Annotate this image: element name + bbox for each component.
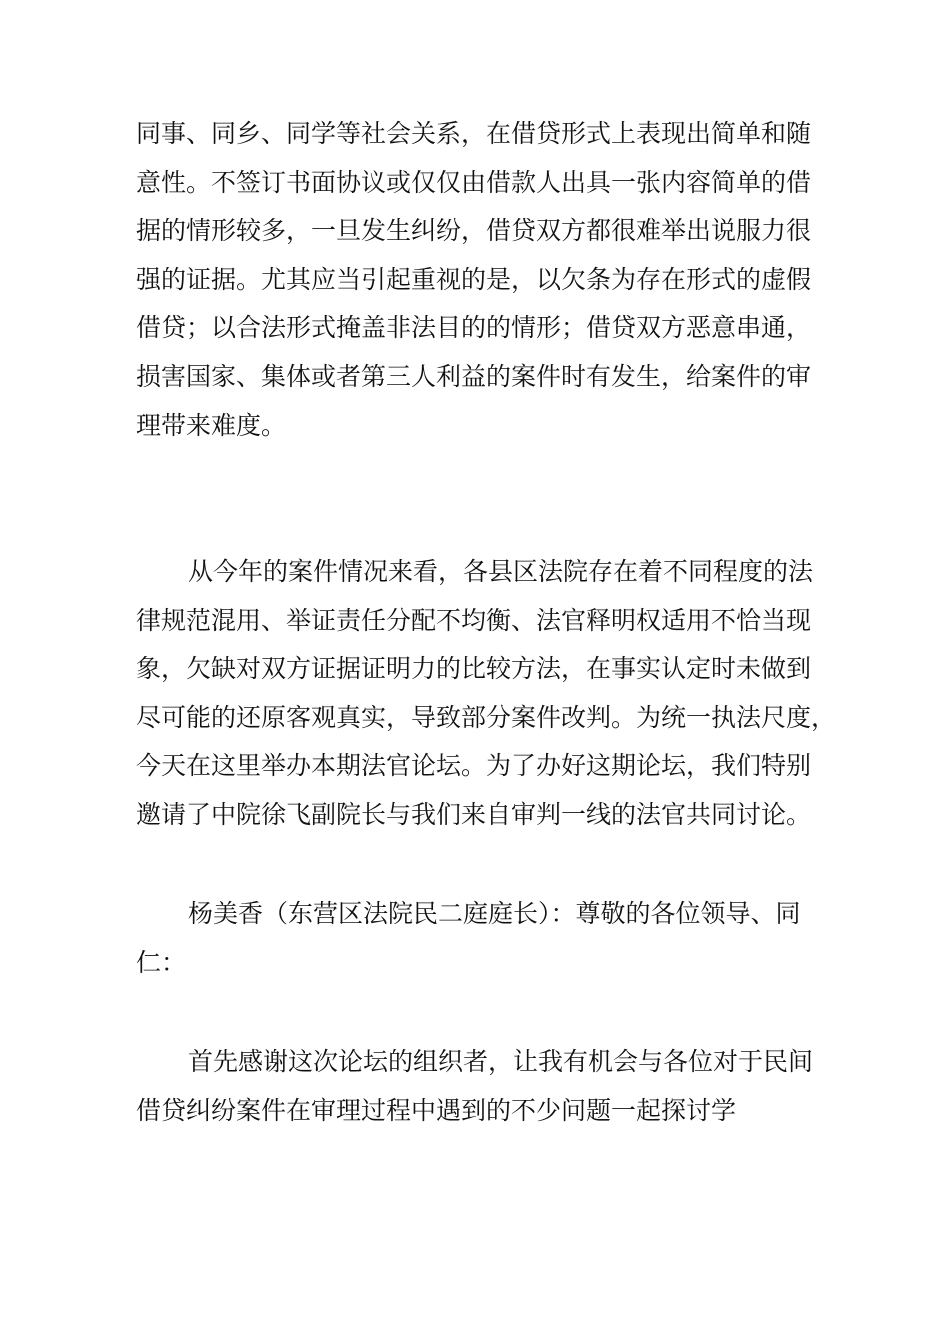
paragraph-line: 据的情形较多，一旦发生纠纷，借贷双方都很难举出说服力很 — [136, 216, 812, 246]
paragraph-3 — [136, 890, 836, 987]
paragraph-line: 强的证据。尤其应当引起重视的是，以欠条为存在形式的虚假 — [136, 264, 812, 294]
paragraph-line: 律规范混用、举证责任分配不均衡、法官释明权适用不恰当现 — [136, 605, 812, 635]
paragraph-line: 理带来难度。 — [136, 410, 287, 440]
paragraph-4 — [136, 1038, 836, 1135]
paragraph-line: 邀请了中院徐飞副院长与我们来自审判一线的法官共同讨论。 — [136, 799, 812, 829]
paragraph-line: 首先感谢这次论坛的组织者，让我有机会与各位对于民间 — [188, 1047, 814, 1076]
paragraph-line: 今天在这里举办本期法官论坛。为了办好这期论坛，我们特别 — [136, 751, 812, 781]
paragraph-line: 意性。不签订书面协议或仅仅由借款人出具一张内容简单的借 — [136, 167, 812, 197]
paragraph-line: 仁： — [136, 947, 187, 977]
paragraph-1 — [136, 110, 836, 450]
paragraph-line: 损害国家、集体或者第三人利益的案件时有发生，给案件的审 — [136, 361, 812, 391]
paragraph-line: 杨美香（东营区法院民二庭庭长）：尊敬的各位领导、同 — [188, 899, 801, 928]
paragraph-2 — [136, 548, 836, 840]
paragraph-line: 借贷纠纷案件在审理过程中遇到的不少问题一起探讨学 — [136, 1095, 737, 1125]
paragraph-line: 象，欠缺对双方证据证明力的比较方法，在事实认定时未做到 — [136, 654, 812, 684]
paragraph-line: 借贷；以合法形式掩盖非法目的的情形；借贷双方恶意串通， — [136, 313, 812, 343]
paragraph-line: 尽可能的还原客观真实，导致部分案件改判。为统一执法尺度， — [136, 702, 836, 732]
paragraph-line: 同事、同乡、同学等社会关系，在借贷形式上表现出简单和随 — [136, 119, 812, 148]
paragraph-line: 从今年的案件情况来看，各县区法院存在着不同程度的法 — [188, 557, 814, 586]
